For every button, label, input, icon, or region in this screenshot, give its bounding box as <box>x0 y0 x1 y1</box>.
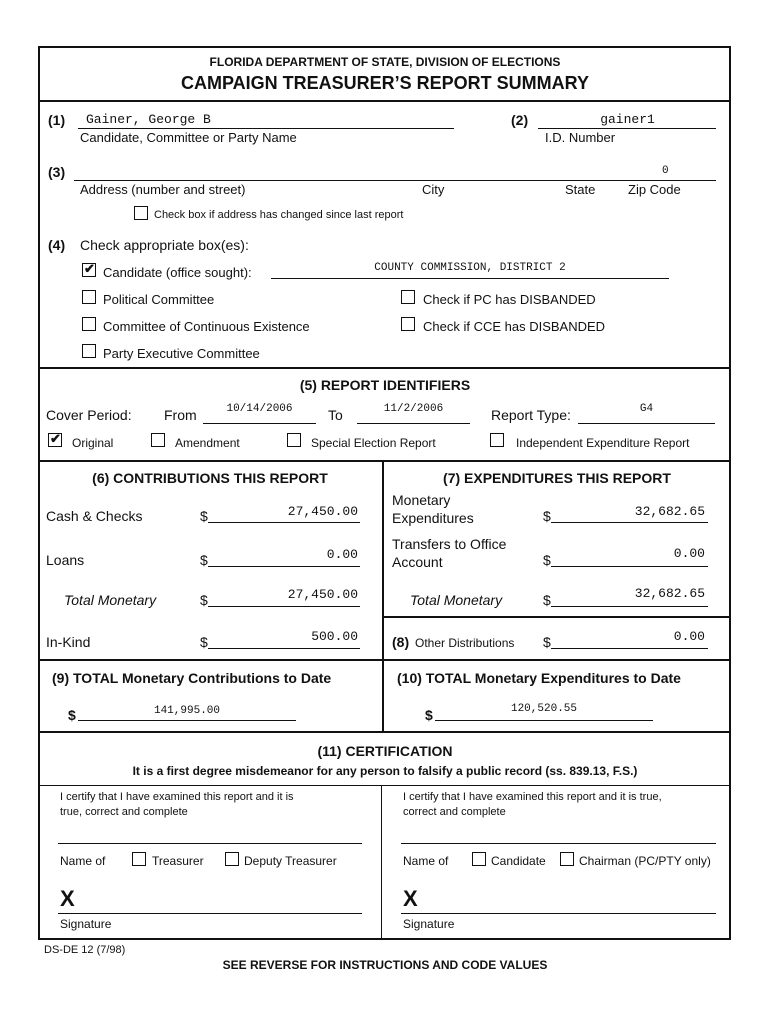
candidate-name-value[interactable]: Gainer, George B <box>86 112 211 127</box>
signature-label: Signature <box>60 917 112 931</box>
party-executive-checkbox[interactable] <box>82 344 96 358</box>
amendment-checkbox[interactable] <box>151 433 165 447</box>
political-committee-checkbox[interactable] <box>82 290 96 304</box>
total-contributions-line <box>78 720 296 721</box>
section-4-heading: Check appropriate box(es): <box>80 237 249 253</box>
signature-x-mark: X <box>403 886 418 911</box>
dollar-sign: $ <box>543 592 551 608</box>
signature-line[interactable] <box>401 913 716 914</box>
section-10-heading: (10) TOTAL Monetary Expenditures to Date <box>397 670 681 686</box>
section-6-heading: (6) CONTRIBUTIONS THIS REPORT <box>92 470 328 486</box>
original-checkbox[interactable] <box>48 433 62 447</box>
monetary-expenditures-label: Monetary <box>392 492 451 508</box>
from-label: From <box>164 407 197 423</box>
expend-total-value[interactable]: 32,682.65 <box>634 586 705 601</box>
in-kind-line <box>208 648 360 649</box>
section-5-heading: (5) REPORT IDENTIFIERS <box>299 377 471 393</box>
form-title: CAMPAIGN TREASURER’S REPORT SUMMARY <box>180 73 589 93</box>
checkmark-icon: ✔ <box>84 261 95 276</box>
dollar-sign: $ <box>543 634 551 650</box>
section-3-number: (3) <box>48 164 66 180</box>
independent-expenditure-checkbox[interactable] <box>490 433 504 447</box>
party-executive-label: Party Executive Committee <box>103 346 260 361</box>
dollar-sign: $ <box>68 707 76 723</box>
special-election-checkbox[interactable] <box>287 433 301 447</box>
cce-disbanded-checkbox[interactable] <box>401 317 415 331</box>
section-7-heading: (7) EXPENDITURES THIS REPORT <box>443 470 671 486</box>
reverse-note: SEE REVERSE FOR INSTRUCTIONS AND CODE VALUES <box>222 958 548 972</box>
candidate-office-label: Candidate (office sought): <box>103 265 252 280</box>
dollar-sign: $ <box>200 552 208 568</box>
signature-line[interactable] <box>58 913 362 914</box>
address-changed-checkbox[interactable] <box>134 206 148 220</box>
printed-name-line <box>58 843 362 844</box>
cash-checks-value[interactable]: 27,450.00 <box>287 504 358 519</box>
deputy-treasurer-checkbox[interactable] <box>225 852 239 866</box>
transfers-value[interactable]: 0.00 <box>673 546 705 561</box>
in-kind-value[interactable]: 500.00 <box>311 629 358 644</box>
dollar-sign: $ <box>425 707 433 723</box>
political-committee-label: Political Committee <box>103 292 215 307</box>
candidate-name-label: Candidate, Committee or Party Name <box>80 130 297 145</box>
transfers-label: Transfers to Office <box>392 536 507 552</box>
department-heading: FLORIDA DEPARTMENT OF STATE, DIVISION OF ELECTIONS <box>209 55 561 69</box>
office-sought-value[interactable]: COUNTY COMMISSION, DISTRICT 2 <box>374 262 566 274</box>
in-kind-label: In-Kind <box>46 634 91 650</box>
dollar-sign: $ <box>543 508 551 524</box>
id-number-line <box>538 128 716 129</box>
transfers-label-2: Account <box>392 554 443 570</box>
address-label: Address (number and street) <box>80 182 246 197</box>
dollar-sign: $ <box>200 634 208 650</box>
cash-checks-line <box>208 522 360 523</box>
divider <box>38 731 731 733</box>
certify-text: I certify that I have examined this report and it is <box>60 791 294 803</box>
candidate-cert-checkbox[interactable] <box>472 852 486 866</box>
other-distributions-label: Other Distributions <box>415 636 515 650</box>
certify-text-2: true, correct and complete <box>60 806 188 818</box>
expend-total-label: Total Monetary <box>410 592 503 608</box>
total-contributions-value[interactable]: 141,995.00 <box>153 705 220 717</box>
column-divider <box>382 460 384 731</box>
signature-label: Signature <box>403 917 455 931</box>
name-of-label: Name of <box>403 854 449 868</box>
contrib-total-value[interactable]: 27,450.00 <box>287 587 358 602</box>
expend-total-line <box>551 606 708 607</box>
zip-code-label: Zip Code <box>628 182 681 197</box>
total-expenditures-line <box>435 720 653 721</box>
divider <box>38 460 731 462</box>
from-date-value[interactable]: 10/14/2006 <box>226 403 293 415</box>
certify-text: I certify that I have examined this report and it is true, <box>403 791 662 803</box>
dollar-sign: $ <box>543 552 551 568</box>
other-distributions-line <box>551 648 708 649</box>
cce-label: Committee of Continuous Existence <box>103 319 310 334</box>
candidate-checkbox[interactable] <box>82 263 96 277</box>
certify-text-2: correct and complete <box>403 806 506 818</box>
dollar-sign: $ <box>200 592 208 608</box>
cce-checkbox[interactable] <box>82 317 96 331</box>
id-number-value[interactable]: gainer1 <box>600 112 655 127</box>
state-label: State <box>565 182 596 197</box>
monetary-expenditures-value[interactable]: 32,682.65 <box>634 504 705 519</box>
address-changed-label: Check box if address has changed since last report <box>154 209 404 221</box>
office-sought-line <box>271 278 669 279</box>
loans-line <box>208 566 360 567</box>
chairman-checkbox[interactable] <box>560 852 574 866</box>
city-label: City <box>422 182 445 197</box>
to-date-value[interactable]: 11/2/2006 <box>383 403 444 415</box>
to-label: To <box>328 407 343 423</box>
report-type-label: Report Type: <box>491 407 571 423</box>
section-4-number: (4) <box>48 237 66 253</box>
total-expenditures-value[interactable]: 120,520.55 <box>510 703 577 715</box>
divider <box>38 100 731 102</box>
section-1-number: (1) <box>48 112 66 128</box>
original-label: Original <box>72 436 114 450</box>
form-id: DS-DE 12 (7/98) <box>44 944 126 956</box>
dollar-sign: $ <box>200 508 208 524</box>
from-date-line <box>203 423 316 424</box>
report-type-line <box>578 423 715 424</box>
section-8-number: (8) <box>392 634 410 650</box>
name-of-label: Name of <box>60 854 106 868</box>
zip-code-value[interactable]: 0 <box>662 165 669 177</box>
candidate-name-line <box>78 128 454 129</box>
contrib-total-label: Total Monetary <box>64 592 157 608</box>
pc-disbanded-label: Check if PC has DISBANDED <box>423 292 596 307</box>
to-date-line <box>357 423 470 424</box>
independent-expenditure-label: Independent Expenditure Report <box>516 436 690 450</box>
divider <box>383 616 731 618</box>
candidate-cert-label: Candidate <box>491 854 546 868</box>
monetary-expenditures-label-2: Expenditures <box>392 510 474 526</box>
divider <box>38 659 731 661</box>
misdemeanor-warning: It is a first degree misdemeanor for any person to falsify a public record (ss. 839.13, F.S.) <box>132 764 638 778</box>
cash-checks-label: Cash & Checks <box>46 508 143 524</box>
printed-name-line <box>401 843 716 844</box>
divider <box>38 785 731 786</box>
contrib-total-line <box>208 606 360 607</box>
checkmark-icon: ✔ <box>50 431 61 446</box>
section-2-number: (2) <box>511 112 529 128</box>
address-line <box>74 180 716 181</box>
chairman-label: Chairman (PC/PTY only) <box>579 854 711 868</box>
report-type-value[interactable]: G4 <box>639 403 654 415</box>
treasurer-checkbox[interactable] <box>132 852 146 866</box>
transfers-line <box>551 566 708 567</box>
id-number-label: I.D. Number <box>545 130 616 145</box>
special-election-label: Special Election Report <box>311 436 436 450</box>
monetary-expenditures-line <box>551 522 708 523</box>
signature-x-mark: X <box>60 886 75 911</box>
deputy-treasurer-label: Deputy Treasurer <box>244 854 337 868</box>
treasurer-label: Treasurer <box>152 854 204 868</box>
cce-disbanded-label: Check if CCE has DISBANDED <box>423 319 606 334</box>
section-11-heading: (11) CERTIFICATION <box>317 743 453 759</box>
loans-label: Loans <box>46 552 85 568</box>
loans-value[interactable]: 0.00 <box>326 547 358 562</box>
divider <box>38 367 731 369</box>
pc-disbanded-checkbox[interactable] <box>401 290 415 304</box>
column-divider <box>381 785 382 940</box>
amendment-label: Amendment <box>175 436 240 450</box>
other-distributions-value[interactable]: 0.00 <box>673 629 705 644</box>
section-9-heading: (9) TOTAL Monetary Contributions to Date <box>52 670 332 686</box>
cover-period-label: Cover Period: <box>46 407 132 423</box>
